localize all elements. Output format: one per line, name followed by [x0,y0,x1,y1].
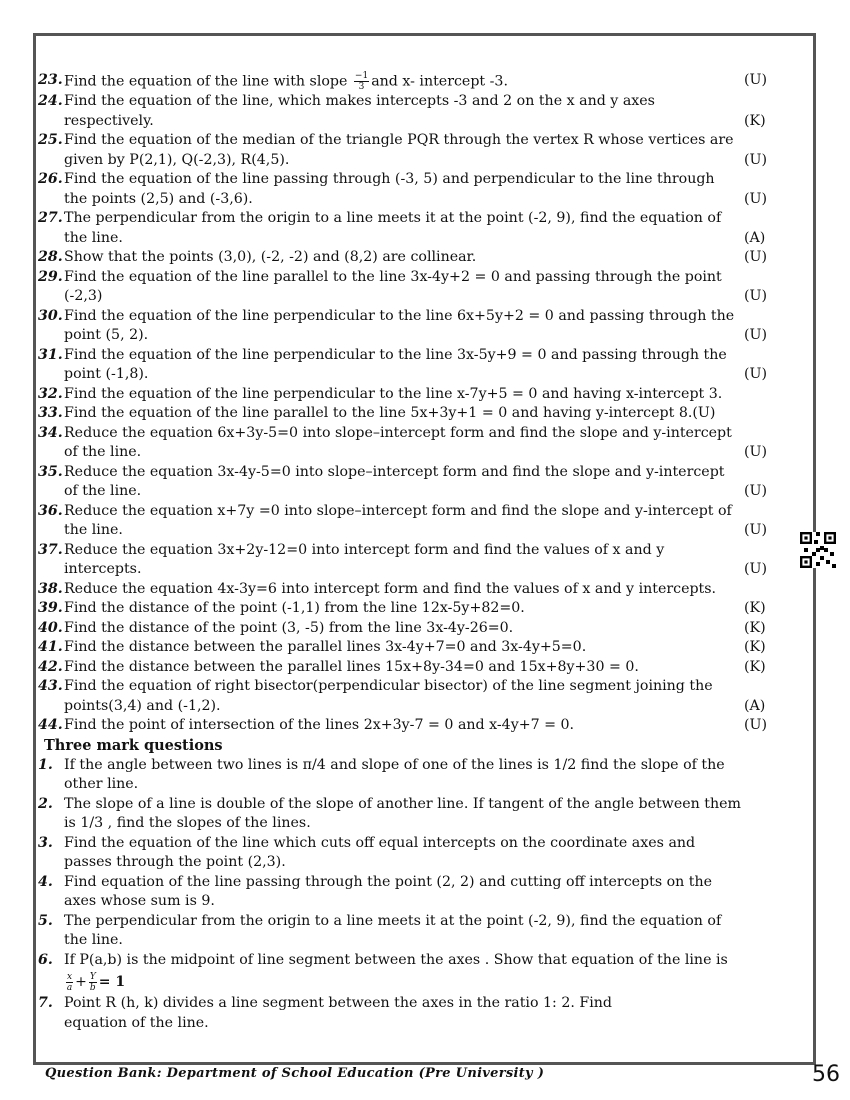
question-item [38,795,818,834]
question-text [64,912,818,932]
question-line: Find the equation of right bisector(perpendicular bisector) of the line segment joining the [64,678,713,694]
question-item [38,170,818,209]
question-item [38,131,818,170]
question-number: 32. [38,385,63,402]
intercept-formula: $\frac{x}{a}$ + $\frac{Y}{b}$ = 1 [66,971,126,993]
question-number: 7. [38,995,53,1011]
difficulty-mark: (K) [744,639,766,655]
question-continuation: passes through the point (2,3). [64,854,286,870]
question-number: 40. [38,619,63,636]
question-item [38,92,818,131]
question-number: 36. [38,502,63,519]
question-line: If the angle between two lines is π/4 and slope of one of the lines is 1/2 find the slope of the [64,756,725,773]
question-continuation: (-2,3) [64,288,103,304]
question-number: 35. [38,463,63,480]
question-item [38,756,818,795]
fraction-numerator: −1 [354,71,369,81]
question-item [38,541,818,580]
question-text [64,994,818,1014]
question-text [64,209,818,229]
question-item [38,677,818,716]
difficulty-mark: (A) [744,229,766,246]
question-line: Find the equation of the line with slope [64,73,348,90]
question-line: Find the equation of the line passing through (-3, 5) and perpendicular to the line through [64,171,715,187]
question-number: 1. [38,756,53,773]
difficulty-mark: (U) [744,522,768,538]
question-continuation: equation of the line. [64,1014,209,1031]
question-number: 27. [38,210,63,226]
question-text [64,619,818,639]
difficulty-mark: (K) [744,658,766,675]
question-text [64,463,818,483]
question-text [64,599,818,619]
question-text [64,170,818,190]
question-number: 2. [38,795,53,812]
question-line: Find the equation of the line perpendicular to the line 6x+5y+2 = 0 and passing through the [64,307,735,324]
question-item [38,873,818,912]
difficulty-mark: (U) [744,561,768,577]
question-item [38,404,818,424]
question-text [64,873,818,893]
difficulty-mark: (U) [744,72,768,88]
three-mark-questions [38,756,818,1034]
question-text [64,580,818,600]
question-line: Reduce the equation 3x+2y-12=0 into intercept form and find the values of x and y [64,541,665,558]
difficulty-mark: (U) [744,190,768,207]
question-number: 31. [38,346,63,363]
question-number: 28. [38,249,63,265]
question-number: 34. [38,424,63,441]
question-line: Reduce the equation 4x-3y=6 into intercept form and find the values of x and y intercepts. [64,580,717,597]
difficulty-mark: (U) [744,717,768,733]
question-continuation: intercepts. [64,561,142,577]
question-number: 42. [38,658,63,675]
question-continuation: the line. [64,932,123,948]
question-item [38,346,818,385]
page-number: 56 [812,1062,840,1087]
question-line: The slope of a line is double of the slope of another line. If tangent of the angle between them [64,795,741,812]
one-mark-questions [38,71,818,736]
question-number: 37. [38,541,63,558]
question-line: Find the distance between the parallel lines 3x-4y+7=0 and 3x-4y+5=0. [64,639,587,655]
question-text [64,71,818,92]
question-continuation: is 1/3 , find the slopes of the lines. [64,815,311,831]
fraction-numerator: Y [89,971,96,982]
question-number: 5. [38,912,53,929]
question-text [64,424,818,444]
question-text [64,795,818,815]
question-line: The perpendicular from the origin to a line meets it at the point (-2, 9), find the equation of [64,210,722,226]
question-text [64,268,818,288]
question-line: The perpendicular from the origin to a line meets it at the point (-2, 9), find the equation of [64,912,722,929]
question-number: 25. [38,132,63,148]
question-number: 24. [38,93,63,109]
difficulty-mark: (U) [744,327,768,343]
question-line: Point R (h, k) divides a line segment between the axes in the ratio 1: 2. Find [64,995,612,1011]
question-item [38,268,818,307]
question-line: Find the equation of the line perpendicular to the line x-7y+5 = 0 and having x-intercept 3. [64,385,723,402]
question-number: 30. [38,307,63,324]
formula-fraction-y [89,972,97,993]
question-continuation: respectively. [64,112,154,129]
question-line: Find the equation of the line perpendicular to the line 3x-5y+9 = 0 and passing through the [64,346,727,363]
question-text [64,346,818,366]
question-line: Find the distance between the parallel lines 15x+8y-34=0 and 15x+8y+30 = 0. [64,658,639,675]
question-text [64,92,818,112]
question-item [38,619,818,639]
question-text [64,951,818,971]
formula-fraction-x [66,972,73,993]
fraction-denominator: a [66,982,73,993]
question-item [38,912,818,951]
question-line: Find the equation of the line, which makes intercepts -3 and 2 on the x and y axes [64,93,655,109]
difficulty-mark: (U) [744,366,768,382]
question-line: Find equation of the line passing through the point (2, 2) and cutting off intercepts on the [64,873,713,890]
question-line: Find the distance of the point (3, -5) from the line 3x-4y-26=0. [64,619,514,636]
question-number: 4. [38,873,53,890]
question-text [64,307,818,327]
qr-code-icon [800,532,836,568]
question-item [38,951,818,995]
question-item [38,71,818,92]
difficulty-mark: (U) [744,444,768,460]
question-continuation: point (-1,8). [64,366,149,382]
difficulty-mark: (U) [744,151,768,168]
slope-fraction [354,71,369,92]
question-item [38,599,818,619]
question-item [38,716,818,736]
question-number: 29. [38,268,63,285]
difficulty-mark: (U) [744,288,768,304]
question-text [64,131,818,151]
fraction-numerator: x [67,971,73,982]
question-item [38,385,818,405]
question-number: 23. [38,72,63,88]
question-text [64,834,818,854]
question-line: Reduce the equation 3x-4y-5=0 into slope–intercept form and find the slope and y-intercept [64,463,725,480]
question-line: Find the point of intersection of the lines 2x+3y-7 = 0 and x-4y+7 = 0. [64,717,575,733]
question-number: 3. [38,834,53,851]
question-item [38,834,818,873]
question-text [64,541,818,561]
question-line: If P(a,b) is the midpoint of line segment between the axes . Show that equation of the line is [64,951,728,968]
question-continuation: other line. [64,776,139,792]
section-title: Three mark questions [44,736,223,754]
question-number: 41. [38,639,63,655]
question-line: Reduce the equation x+7y =0 into slope–intercept form and find the slope and y-intercept of [64,502,732,519]
footer-text: Question Bank: Department of School Education (Pre University ) [45,1066,545,1081]
question-text [64,638,818,658]
fraction-denominator: b [89,982,96,993]
difficulty-mark: (U) [744,249,768,265]
difficulty-mark: (U) [744,483,768,499]
question-continuation: given by P(2,1), Q(-2,3), R(4,5). [64,151,290,168]
question-number: 44. [38,717,63,733]
question-text [64,658,818,678]
question-line: Find the distance of the point (-1,1) from the line 12x-5y+82=0. [64,600,525,616]
question-item [38,638,818,658]
question-number: 6. [38,951,53,968]
question-line: Find the equation of the line parallel to the line 3x-4y+2 = 0 and passing through the point [64,268,722,285]
question-item [38,307,818,346]
question-text [64,677,818,697]
question-item [38,424,818,463]
difficulty-mark: (K) [744,600,766,616]
question-line: Reduce the equation 6x+3y-5=0 into slope–intercept form and find the slope and y-intercept [64,424,732,441]
question-line: Show that the points (3,0), (-2, -2) and (8,2) are collinear. [64,249,477,265]
question-number: 26. [38,171,63,187]
question-item [38,248,818,268]
question-list [38,71,818,1033]
question-number: 38. [38,580,63,597]
question-text [64,502,818,522]
question-continuation: of the line. [64,444,142,460]
question-number: 43. [38,678,63,694]
question-text [64,716,818,736]
question-continuation: the points (2,5) and (-3,6). [64,190,253,207]
question-text [64,756,818,776]
question-line: Find the equation of the line which cuts off equal intercepts on the coordinate axes and [64,834,696,851]
question-item [38,994,818,1033]
question-continuation: point (5, 2). [64,327,149,343]
question-text [64,404,818,424]
question-item [38,580,818,600]
question-item [38,209,818,248]
question-item [38,502,818,541]
fraction-denominator: 3 [358,82,365,92]
difficulty-mark: (A) [744,697,766,714]
question-line: Find the equation of the median of the triangle PQR through the vertex R whose vertices are [64,132,734,148]
question-text [64,385,818,405]
formula-equals: = 1 [98,974,126,990]
question-number: 33. [38,405,63,421]
question-continuation: of the line. [64,483,142,499]
question-text [64,248,818,268]
difficulty-mark: (K) [744,112,766,129]
question-number: 39. [38,600,63,616]
question-item [38,463,818,502]
question-continuation: the line. [64,229,123,246]
question-line: Find the equation of the line parallel to the line 5x+3y+1 = 0 and having y-intercept 8.(U) [64,405,716,421]
difficulty-mark: (K) [744,619,766,636]
question-line-tail: and x- intercept -3. [371,73,508,90]
question-continuation: the line. [64,522,123,538]
question-item [38,658,818,678]
question-continuation: points(3,4) and (-1,2). [64,697,221,714]
question-continuation: axes whose sum is 9. [64,893,215,909]
